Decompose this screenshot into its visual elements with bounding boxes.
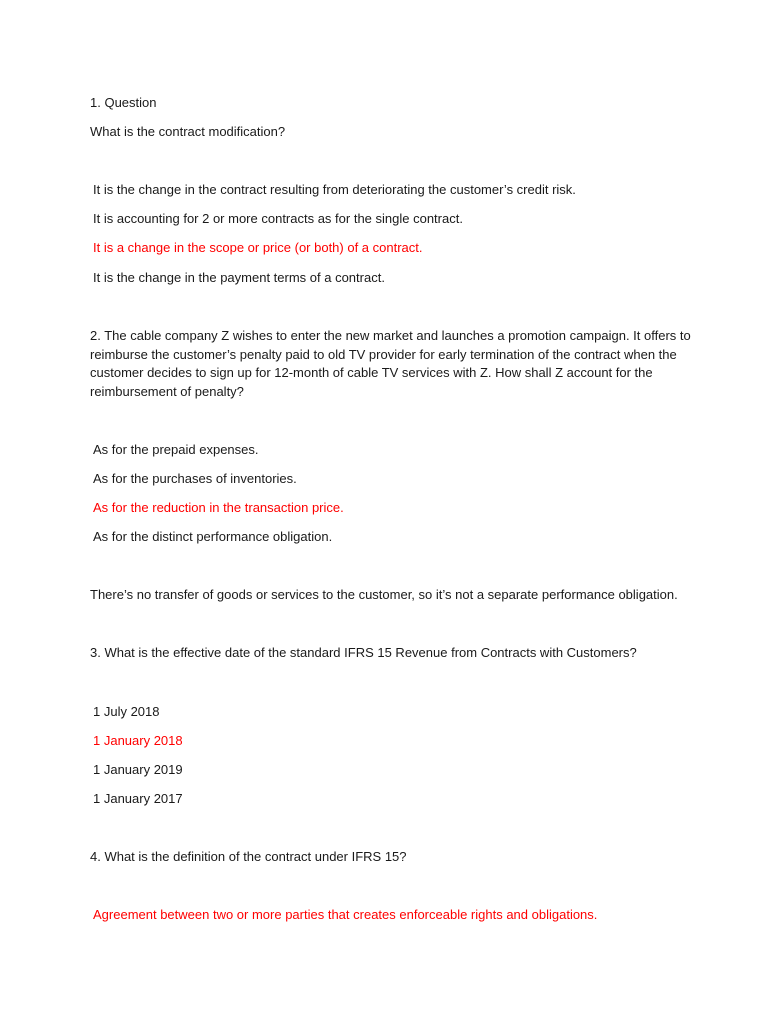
q3-option-3: 1 January 2019 xyxy=(93,762,183,777)
q2-prompt-line-1: 2. The cable company Z wishes to enter the new market and launches a promotion campaign. It offers to xyxy=(90,328,691,343)
q1-option-4: It is the change in the payment terms of a contract. xyxy=(93,270,385,285)
q1-heading: 1. Question xyxy=(90,95,157,110)
q2-option-3-correct: As for the reduction in the transaction price. xyxy=(93,500,344,515)
q1-option-1: It is the change in the contract resulting from deteriorating the customer’s credit risk. xyxy=(93,182,576,197)
q3-option-4: 1 January 2017 xyxy=(93,791,183,806)
q3-option-1: 1 July 2018 xyxy=(93,704,160,719)
q2-option-2: As for the purchases of inventories. xyxy=(93,471,297,486)
q2-prompt-line-4: reimbursement of penalty? xyxy=(90,384,244,399)
q2-option-1: As for the prepaid expenses. xyxy=(93,442,259,457)
q3-option-2-correct: 1 January 2018 xyxy=(93,733,183,748)
q3-prompt: 3. What is the effective date of the standard IFRS 15 Revenue from Contracts with Customers? xyxy=(90,645,637,660)
q1-option-2: It is accounting for 2 or more contracts as for the single contract. xyxy=(93,211,463,226)
q4-answer-correct: Agreement between two or more parties that creates enforceable rights and obligations. xyxy=(93,907,598,922)
q2-option-4: As for the distinct performance obligation. xyxy=(93,529,333,544)
q2-prompt-line-3: customer decides to sign up for 12-month of cable TV services with Z. How shall Z account for the xyxy=(90,365,653,380)
q4-prompt: 4. What is the definition of the contract under IFRS 15? xyxy=(90,849,407,864)
q2-explanation: There’s no transfer of goods or services to the customer, so it’s not a separate performance obligation. xyxy=(90,587,678,602)
q2-prompt-line-2: reimburse the customer’s penalty paid to old TV provider for early termination of the contract when the xyxy=(90,347,677,362)
q1-option-3-correct: It is a change in the scope or price (or both) of a contract. xyxy=(93,240,423,255)
q1-prompt: What is the contract modification? xyxy=(90,124,286,139)
